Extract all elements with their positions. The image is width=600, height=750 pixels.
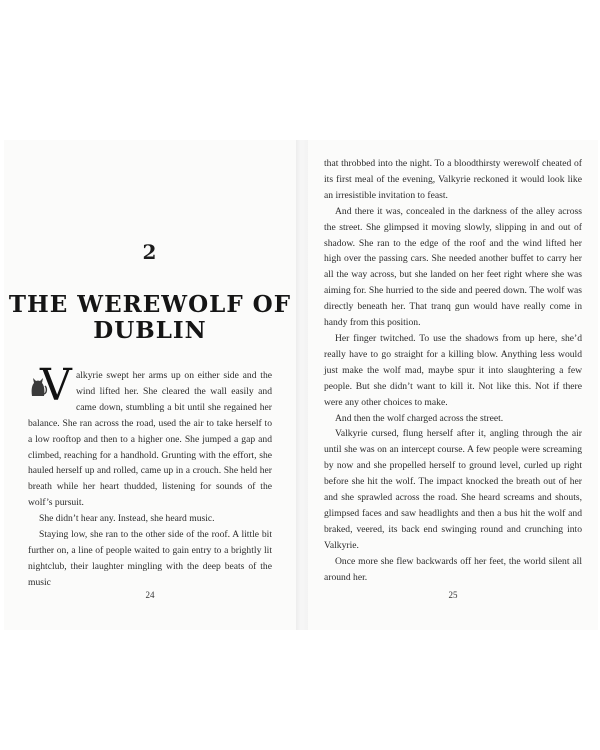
paragraph — [28, 360, 272, 511]
left-page — [4, 140, 297, 630]
page-number: 24 — [145, 590, 155, 600]
paragraph: And there it was, concealed in the darkness of the alley across the street. She glimpsed it moving slowly, slipping in and out of shadow. She ran to the edge of the roof and the wind lifted her high over the passing cars. She needed another buffet to carry her all the way across, but she landed on her feet right where she was aiming for. She hurried to the side and peered down. The wolf was directly beneath her. That tranq gun would have really come in handy from this position. — [324, 205, 582, 329]
drop-cap-letter: V — [40, 360, 72, 411]
page-number: 25 — [448, 590, 458, 600]
right-page-body — [324, 156, 582, 585]
paragraph: Her finger twitched. To use the shadows from up here, she’d really have to go straight for a killing blow. Anything less would just make the wolf mad, maybe spur it into slaughtering a few people. But she didn’t want to kill it. Not like this. Not if there were any other choices to make. — [324, 332, 582, 408]
paragraph-text: alkyrie swept her arms up on either side and the wind lifted her. She cleared the wall easily and came down, stumbling a bit until she regained her balance. She ran across the road, used the air to take herself to a low rooftop and then to a higher one. She jumped a gap and climbed, reaching for a handhold. Grunting with the effort, she hauled herself up and rolled, came up in a crouch. She held her breath while her heart thudded, listening for sounds of the wolf’s pursuit. — [28, 370, 272, 509]
paragraph: Once more she flew backwards off her feet, the world silent all around her. — [324, 555, 582, 583]
drop-cap — [28, 360, 72, 411]
right-page — [308, 140, 598, 630]
chapter-title-line-2: DUBLIN — [93, 317, 207, 344]
chapter-title-line-1: THE WEREWOLF OF — [8, 291, 292, 318]
left-page-body — [28, 360, 272, 591]
chapter-title — [4, 292, 296, 344]
paragraph: And then the wolf charged across the street. — [335, 412, 504, 424]
chapter-number: 2 — [142, 240, 158, 264]
paragraph: Staying low, she ran to the other side of the roof. A little bit further on, a line of people waited to gain entry to a brightly lit nightclub, their laughter mingling with the deep beats of the music — [28, 529, 272, 588]
paragraph: that throbbed into the night. To a bloodthirsty werewolf cheated of its first meal of the evening, Valkyrie reckoned it would look like an irresistible invitation to feast. — [324, 158, 582, 201]
paragraph: Valkyrie cursed, flung herself after it, angling through the air until she was on an intercept course. A few people were screaming by now and she propelled herself to ground level, curled up right before she hit the wolf. The impact knocked the breath out of her and she sprawled across the road. She heard screams and shouts, glimpsed faces and saw headlights and then a bus hit the wolf and braked, veered, its back end swinging round and crunching into Valkyrie. — [324, 428, 582, 551]
book-gutter — [296, 140, 308, 630]
paragraph: She didn’t hear any. Instead, she heard music. — [39, 513, 215, 525]
